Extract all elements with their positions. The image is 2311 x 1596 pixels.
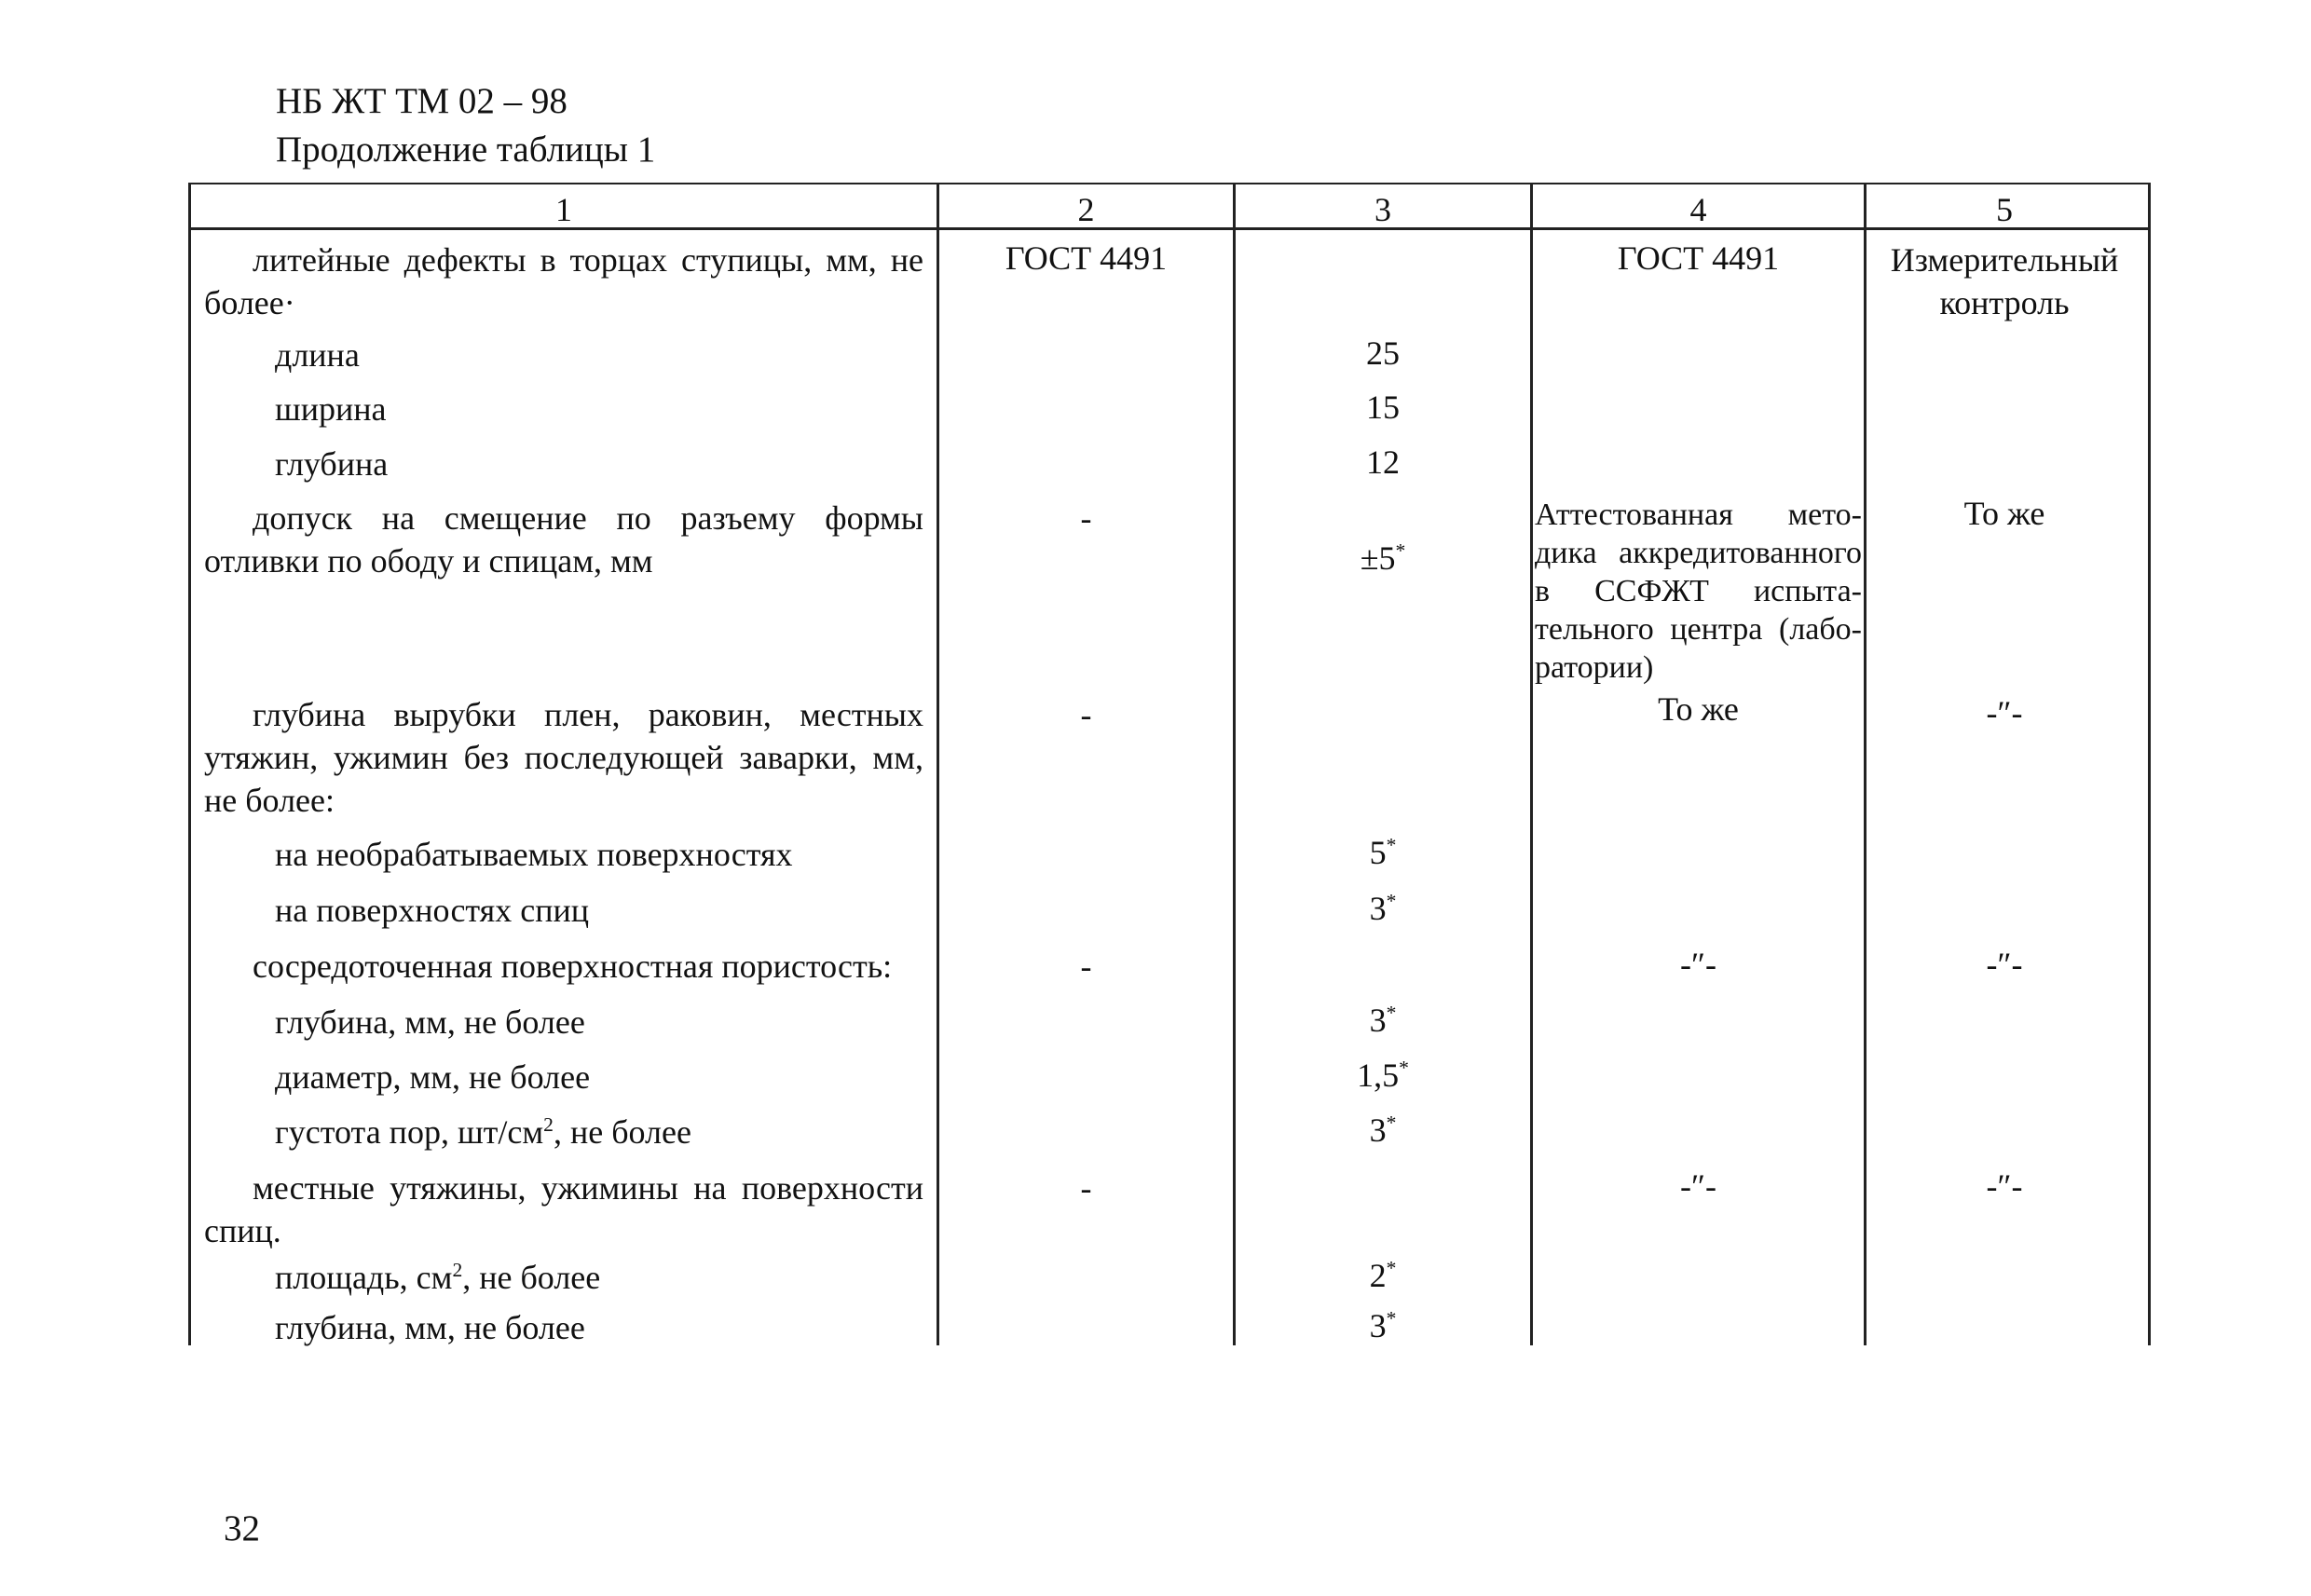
row-local-shrinkage-desc: местные утяжины, ужимины на поверхности спиц. <box>204 1169 923 1249</box>
row-chipping-depth-method: То же <box>1658 690 1739 728</box>
row-chipping-depth-standard: - <box>1080 696 1092 733</box>
row-mold-offset-control: То же <box>1963 495 2045 532</box>
row-porosity-method: -″- <box>1680 946 1716 983</box>
column-header-2: 2 <box>1077 191 1095 228</box>
row-porosity-standard: - <box>1080 948 1092 985</box>
row-porosity-diameter-value: 1,5* <box>1357 1057 1409 1094</box>
column-header-5: 5 <box>1996 191 2013 228</box>
row-local-shrinkage-method: -″- <box>1680 1167 1716 1205</box>
document-code: НБ ЖТ ТМ 02 – 98 <box>276 81 567 121</box>
row-hub-defects-control: Измерительный контроль <box>1890 241 2119 321</box>
row-hub-defects-standard: ГОСТ 4491 <box>1005 239 1168 277</box>
row-spoke-surface-label: на поверхностях спиц <box>275 892 590 929</box>
row-spoke-surface-value: 3* <box>1369 890 1397 927</box>
requirements-table <box>188 183 2151 1345</box>
row-mold-offset-method <box>1533 496 1864 687</box>
method-line: Аттестованная мето- <box>1535 498 1862 532</box>
column-header-1: 1 <box>555 191 572 228</box>
method-line: в ССФЖТ испыта- <box>1535 574 1862 608</box>
row-chipping-depth-control: -″- <box>1986 694 2023 731</box>
row-mold-offset-standard: - <box>1080 499 1092 537</box>
row-area-value: 2* <box>1369 1257 1397 1294</box>
row-local-shrinkage-control: -″- <box>1986 1167 2023 1205</box>
row-shrinkage-depth-label: глубина, мм, не более <box>275 1309 585 1346</box>
table-caption: Продолжение таблицы 1 <box>276 130 656 170</box>
row-local-shrinkage-standard: - <box>1080 1169 1092 1207</box>
row-area-label: площадь, $см^2$, не более <box>275 1259 601 1296</box>
row-mold-offset-value: ±5* <box>1360 539 1406 577</box>
method-line: тельного центра (лабо- <box>1535 612 1862 647</box>
row-porosity-depth-value: 3* <box>1369 1002 1397 1039</box>
row-pore-density-label: густота пор, $шт/см^2$, не более <box>275 1113 691 1151</box>
row-shrinkage-depth-value: 3* <box>1369 1307 1397 1344</box>
row-depth-value: 12 <box>1366 443 1400 481</box>
row-unmachined-label: на необрабатываемых поверхностях <box>275 836 793 873</box>
row-hub-defects-method: ГОСТ 4491 <box>1617 239 1780 277</box>
row-chipping-depth-desc: глубина вырубки плен, раковин, местных утяжин, ужимин без последующей заварки, мм, не более: <box>204 696 923 819</box>
row-depth-label: глубина <box>275 445 389 483</box>
row-unmachined-value: 5* <box>1369 834 1397 871</box>
method-line: дика аккредитованного <box>1535 536 1862 570</box>
column-header-3: 3 <box>1374 191 1391 228</box>
row-width-value: 15 <box>1366 389 1400 426</box>
page-number: 32 <box>224 1508 260 1548</box>
row-length-label: длина <box>275 336 360 374</box>
row-width-label: ширина <box>275 390 387 428</box>
row-porosity-depth-label: глубина, мм, не более <box>275 1003 585 1041</box>
row-mold-offset-desc: допуск на смещение по разъему формы отливки по ободу и спицам, мм <box>204 499 923 580</box>
row-porosity-control: -″- <box>1986 946 2023 983</box>
row-porosity-diameter-label: диаметр, мм, не более <box>275 1058 591 1096</box>
row-length-value: 25 <box>1366 334 1400 372</box>
row-porosity-desc: сосредоточенная поверхностная пористость: <box>253 948 893 985</box>
column-header-4: 4 <box>1689 191 1707 228</box>
row-pore-density-value: 3* <box>1369 1112 1397 1149</box>
method-line: ратории) <box>1535 650 1654 685</box>
row-hub-defects-desc: литейные дефекты в торцах ступицы, мм, не более· <box>204 241 923 321</box>
